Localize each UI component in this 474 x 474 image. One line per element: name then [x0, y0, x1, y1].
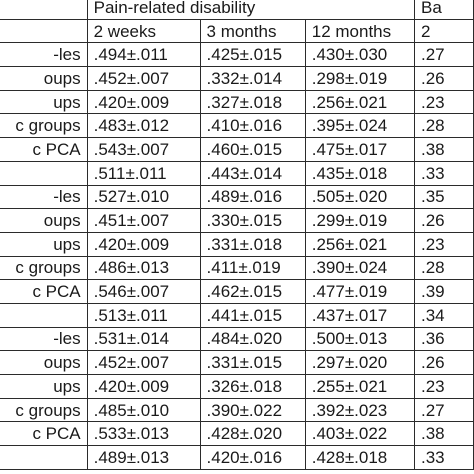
row-label: ups: [0, 90, 87, 114]
table-cell: .326±.018: [200, 375, 305, 399]
pain-related-disability-header: Pain-related disability: [87, 0, 414, 19]
table-cell: .38: [414, 138, 473, 162]
table-cell: .425±.015: [200, 43, 305, 67]
table-cell: .443±.014: [200, 161, 305, 185]
row-label: c groups: [0, 256, 87, 280]
table-cell: .430±.030: [305, 43, 414, 67]
table-cell: .297±.020: [305, 351, 414, 375]
table-cell: .543±.007: [87, 138, 200, 162]
table-cell: .451±.007: [87, 209, 200, 233]
table-cell: .26: [414, 209, 473, 233]
table-cell: .332±.014: [200, 67, 305, 91]
table-cell: .420±.009: [87, 232, 200, 256]
table-cell: .27: [414, 43, 473, 67]
table-cell: .255±.021: [305, 375, 414, 399]
table-cell: .533±.013: [87, 422, 200, 446]
table-cell: .403±.022: [305, 422, 414, 446]
table-row: [0, 398, 474, 422]
row-label: ups: [0, 375, 87, 399]
table-cell: .483±.012: [87, 114, 200, 138]
table-cell: .494±.011: [87, 43, 200, 67]
column-header-12-months: 12 months: [305, 19, 414, 43]
table-cell: .513±.011: [87, 303, 200, 327]
column-header-4: 2: [414, 19, 473, 43]
table-cell: .28: [414, 256, 473, 280]
table-cell: .437±.017: [305, 303, 414, 327]
row-label: [0, 303, 87, 327]
row-label: c groups: [0, 398, 87, 422]
table-cell: .330±.015: [200, 209, 305, 233]
table-cell: .27: [414, 398, 473, 422]
table-row: [0, 232, 474, 256]
table-cell: .33: [414, 446, 473, 470]
table-cell: .420±.016: [200, 446, 305, 470]
table-cell: .331±.018: [200, 232, 305, 256]
table-cell: .527±.010: [87, 185, 200, 209]
table-row: [0, 138, 474, 162]
table-cell: .23: [414, 375, 473, 399]
table-cell: .256±.021: [305, 232, 414, 256]
table-cell: .327±.018: [200, 90, 305, 114]
table-row: [0, 256, 474, 280]
table-cell: .33: [414, 161, 473, 185]
table-cell: .331±.015: [200, 351, 305, 375]
table-row: [0, 351, 474, 375]
table-cell: .395±.024: [305, 114, 414, 138]
table-cell: .299±.019: [305, 209, 414, 233]
table-cell: .298±.019: [305, 67, 414, 91]
table-cell: .435±.018: [305, 161, 414, 185]
table-row: [0, 185, 474, 209]
table-cell: .23: [414, 90, 473, 114]
table-cell: .477±.019: [305, 280, 414, 304]
row-label: oups: [0, 351, 87, 375]
table-cell: .460±.015: [200, 138, 305, 162]
table-cell: .546±.007: [87, 280, 200, 304]
column-header-2-weeks: 2 weeks: [87, 19, 200, 43]
table-cell: .489±.016: [200, 185, 305, 209]
table-cell: .486±.013: [87, 256, 200, 280]
row-label: c PCA: [0, 138, 87, 162]
header-group-row: [0, 0, 474, 19]
table-cell: .531±.014: [87, 327, 200, 351]
table-cell: .462±.015: [200, 280, 305, 304]
table-cell: .35: [414, 185, 473, 209]
table-cell: .452±.007: [87, 67, 200, 91]
table-row: [0, 375, 474, 399]
row-label: c groups: [0, 114, 87, 138]
row-label: [0, 161, 87, 185]
table-cell: .256±.021: [305, 90, 414, 114]
row-label: ups: [0, 232, 87, 256]
table-cell: .23: [414, 232, 473, 256]
row-label: oups: [0, 67, 87, 91]
table-cell: .26: [414, 351, 473, 375]
table-cell: .485±.010: [87, 398, 200, 422]
row-label: c PCA: [0, 422, 87, 446]
table-row: [0, 422, 474, 446]
row-label: -les: [0, 327, 87, 351]
table-cell: .39: [414, 280, 473, 304]
table-cell: .390±.022: [200, 398, 305, 422]
empty-corner-cell: [0, 0, 87, 19]
table-row: [0, 114, 474, 138]
table-row: [0, 43, 474, 67]
row-label: c PCA: [0, 280, 87, 304]
table-row: [0, 209, 474, 233]
column-header-3-months: 3 months: [200, 19, 305, 43]
table-row: [0, 161, 474, 185]
table-cell: .34: [414, 303, 473, 327]
table-cell: .390±.024: [305, 256, 414, 280]
row-label: -les: [0, 185, 87, 209]
table-cell: .452±.007: [87, 351, 200, 375]
table-cell: .484±.020: [200, 327, 305, 351]
table-cell: .38: [414, 422, 473, 446]
row-label: [0, 446, 87, 470]
table-row: [0, 327, 474, 351]
table-row: [0, 303, 474, 327]
empty-corner-cell: [0, 19, 87, 43]
table-cell: .428±.018: [305, 446, 414, 470]
table-cell: .28: [414, 114, 473, 138]
table-cell: .441±.015: [200, 303, 305, 327]
row-label: oups: [0, 209, 87, 233]
table-cell: .505±.020: [305, 185, 414, 209]
table-cell: .410±.016: [200, 114, 305, 138]
table-cell: .475±.017: [305, 138, 414, 162]
table-cell: .489±.013: [87, 446, 200, 470]
row-label: -les: [0, 43, 87, 67]
table-cell: .392±.023: [305, 398, 414, 422]
table-cell: .420±.009: [87, 90, 200, 114]
table-cell: .26: [414, 67, 473, 91]
header-column-row: [0, 19, 474, 43]
table-row: [0, 90, 474, 114]
table-row: [0, 280, 474, 304]
second-group-header: Ba: [414, 0, 473, 19]
table-cell: .500±.013: [305, 327, 414, 351]
table-cell: .420±.009: [87, 375, 200, 399]
table-cell: .511±.011: [87, 161, 200, 185]
table-row: [0, 67, 474, 91]
table-row: [0, 446, 474, 470]
table-cell: .411±.019: [200, 256, 305, 280]
table-cell: .428±.020: [200, 422, 305, 446]
table-cell: .36: [414, 327, 473, 351]
